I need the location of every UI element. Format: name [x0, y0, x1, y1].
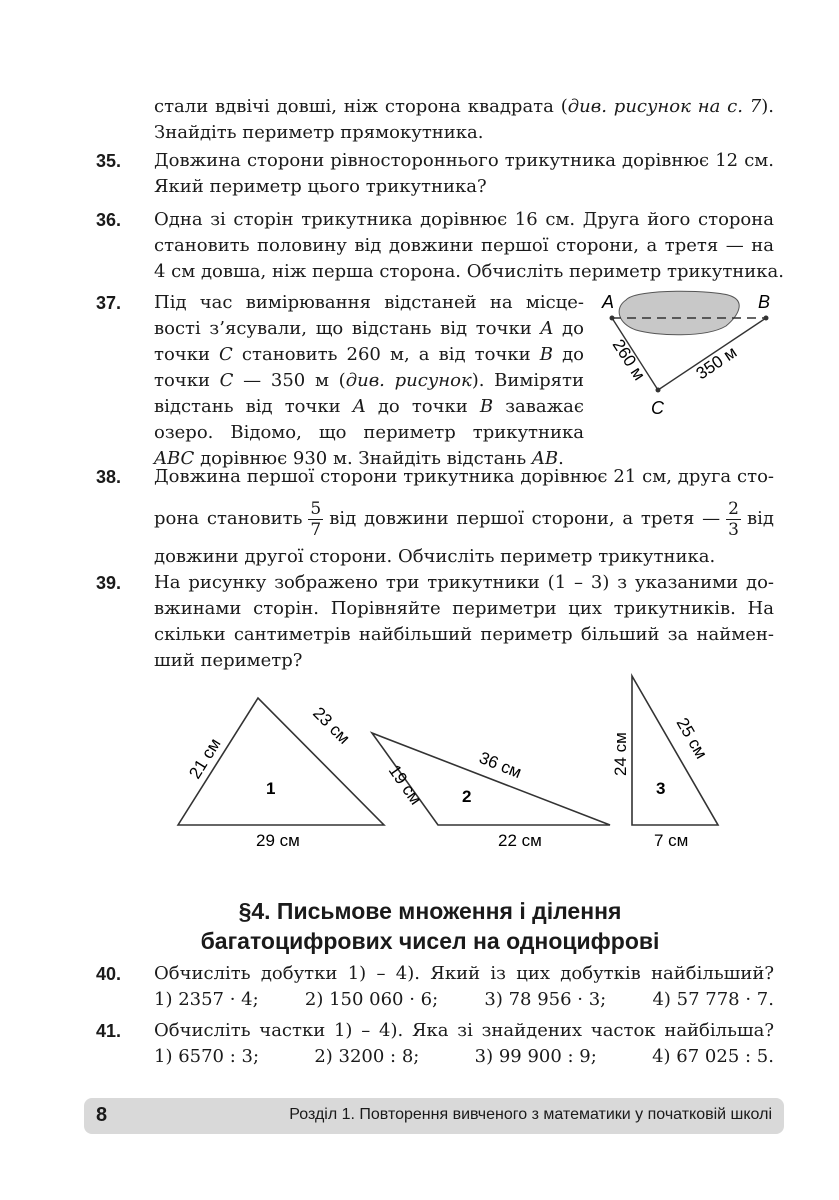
problem-number-38: 38.	[96, 467, 122, 487]
triangle-3-label: 3	[656, 779, 666, 798]
triangle-3-side-left: 24 см	[611, 732, 630, 776]
problem-number-40: 40.	[96, 964, 122, 984]
label-side-ac: 260 м	[608, 335, 649, 384]
section-heading	[120, 896, 740, 956]
fraction-5-7: $\frac{5}{7}$	[310, 498, 322, 540]
problem-39-text: На рисунку зображено три трикутники (1 – 3) з указаними до- вжинами сторін. Порівняйте периметри цих трикутників. На скільки сантиметрів найбільший периметр більший за наймен- ший периметр?	[154, 572, 774, 671]
label-b: B	[758, 292, 771, 312]
section-heading-line-2: багатоцифрових чисел на одноцифрові	[200, 928, 660, 954]
problem-41-options	[154, 1044, 774, 1070]
intro-paragraph	[154, 94, 774, 146]
problem-number-41: 41.	[96, 1021, 122, 1041]
lake-triangle-figure	[596, 286, 786, 426]
fraction-2-3: $\frac{2}{3}$	[728, 498, 739, 540]
intro-line-2: Знайдіть периметр прямокутника.	[154, 122, 484, 143]
label-a: A	[602, 292, 615, 312]
triangle-2-side-bottom: 22 см	[498, 831, 542, 850]
problem-40-text: Обчисліть добутки 1) – 4). Який із цих добутків найбільший? 1) 2357 · 4; 2) 150 060 · 6; 3) 78 956 · 3; 4) 57 778 · 7.	[154, 961, 774, 1013]
triangle-3-side-right: 25 см	[672, 714, 711, 762]
intro-line-1: стали вдвічі довші, ніж сторона квадрата (див. рисунок на с. 7).	[154, 96, 774, 117]
page-number: 8	[96, 1104, 108, 1126]
problem-36-text: Одна зі сторін трикутника дорівнює 16 см. Друга його сторона становить половину від довжини першої сторони, а третя — на 4 см довша, ніж перша сторона. Обчисліть периметр трикутника.	[154, 209, 784, 282]
problem-number-36: 36.	[96, 210, 122, 230]
option: 3) 78 956 · 3;	[484, 989, 607, 1010]
point-a	[610, 316, 615, 321]
label-side-bc: 350 м	[692, 342, 741, 384]
triangle-2-side-left: 19 см	[384, 761, 426, 809]
problem-number-39: 39.	[96, 573, 122, 593]
option: 2) 150 060 · 6;	[304, 989, 439, 1010]
triangle-2-side-top: 36 см	[476, 748, 525, 783]
option: 4) 57 778 · 7.	[652, 989, 774, 1010]
problem-38-text: Довжина першої сторони трикутника дорівнює 21 см, друга сто- рона становить $\frac{5}{7}$ від довжини першої сторони, а третя — $\frac{2}{3}$ від довжини другої сторони. Обчисліть периметр трикутника.	[154, 466, 774, 567]
chapter-title: Розділ 1. Повторення вивченого з математики у початковій школі	[289, 1106, 772, 1123]
problem-37-text: Під час вимірювання відстаней на місце- вості з’ясували, що відстань від точки A до точки C становить 260 м, а від точки B до точки C — 350 м (див. рисунок). Виміряти відстань від точки A до точки B заважає озеро. Відомо, що периметр трикутника ABC дорівнює 930 м. Знайдіть відстань AB.	[154, 292, 584, 469]
point-b	[764, 316, 769, 321]
problem-35-text: Довжина сторони рівностороннього трикутника дорівнює 12 см. Який периметр цього трикутника?	[154, 150, 774, 197]
three-triangles-figure	[160, 670, 740, 860]
triangle-1-side-left: 21 см	[185, 734, 225, 783]
option: 4) 67 025 : 5.	[652, 1046, 774, 1067]
triangle-1-side-bottom: 29 см	[256, 831, 300, 850]
problem-number-37: 37.	[96, 293, 122, 313]
triangle-3-side-bottom: 7 см	[654, 831, 689, 850]
problem-40-options	[154, 987, 774, 1013]
lake-shape	[619, 291, 739, 335]
option: 1) 2357 · 4;	[154, 989, 259, 1010]
page-footer	[84, 1098, 784, 1134]
option: 3) 99 900 : 9;	[474, 1046, 597, 1067]
problem-number-35: 35.	[96, 151, 122, 171]
option: 1) 6570 : 3;	[154, 1046, 260, 1067]
option: 2) 3200 : 8;	[314, 1046, 420, 1067]
section-heading-line-1: §4. Письмове множення і ділення	[238, 898, 622, 924]
triangle-1-side-right: 23 см	[309, 703, 354, 748]
problem-41-text: Обчисліть частки 1) – 4). Яка зі знайдених часток найбільша? 1) 6570 : 3; 2) 3200 : 8; 3) 99 900 : 9; 4) 67 025 : 5.	[154, 1018, 774, 1070]
triangle-1-label: 1	[266, 779, 276, 798]
label-c: C	[651, 398, 664, 418]
point-c	[656, 388, 661, 393]
triangle-2-label: 2	[462, 787, 472, 806]
